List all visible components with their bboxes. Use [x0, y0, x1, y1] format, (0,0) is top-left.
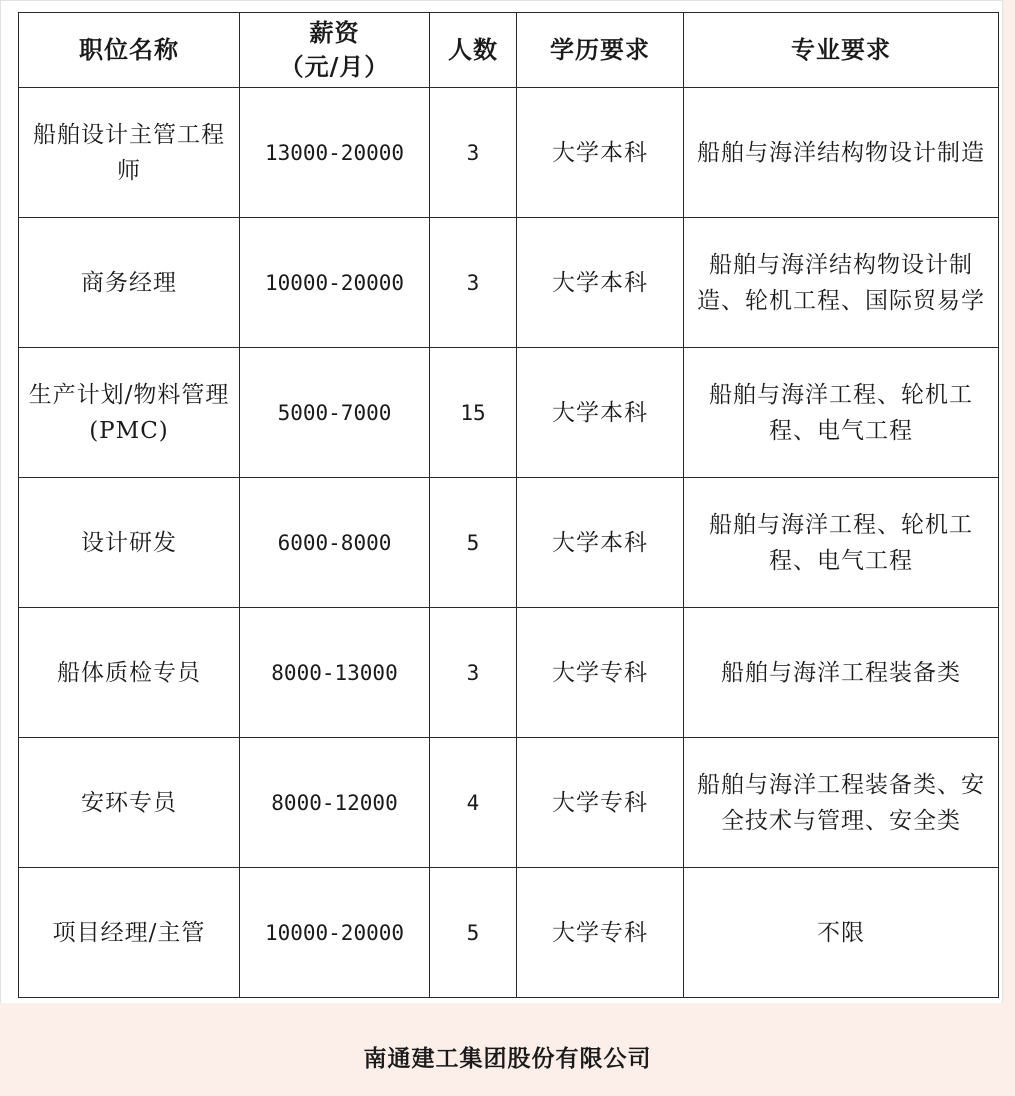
- company-name: 南通建工集团股份有限公司: [363, 1046, 652, 1072]
- cell-major: 船舶与海洋工程装备类: [684, 608, 999, 738]
- header-salary-line2: （元/月）: [279, 52, 390, 81]
- table-row: [19, 218, 999, 348]
- header-salary-line1: 薪资: [309, 18, 360, 47]
- cell-major: 船舶与海洋结构物设计制造: [684, 88, 999, 218]
- cell-position: 船舶设计主管工程师: [19, 88, 240, 218]
- cell-count: 4: [430, 738, 517, 868]
- cell-position: 船体质检专员: [19, 608, 240, 738]
- cell-position: 生产计划/物料管理(PMC): [19, 348, 240, 478]
- cell-major: 不限: [684, 868, 999, 998]
- cell-count: 15: [430, 348, 517, 478]
- cell-salary: 8000-13000: [240, 608, 430, 738]
- cell-position: 设计研发: [19, 478, 240, 608]
- cell-salary: 6000-8000: [240, 478, 430, 608]
- header-major: 专业要求: [684, 13, 999, 88]
- cell-count: 5: [430, 478, 517, 608]
- cell-education: 大学专科: [517, 868, 684, 998]
- table-header-row: [19, 13, 999, 88]
- table-row: [19, 88, 999, 218]
- header-position: 职位名称: [19, 13, 240, 88]
- header-count: 人数: [430, 13, 517, 88]
- cell-count: 3: [430, 218, 517, 348]
- cell-education: 大学本科: [517, 88, 684, 218]
- cell-salary: 10000-20000: [240, 218, 430, 348]
- job-openings-table: [18, 12, 999, 998]
- cell-count: 3: [430, 88, 517, 218]
- cell-salary: 5000-7000: [240, 348, 430, 478]
- cell-education: 大学专科: [517, 608, 684, 738]
- cell-position: 安环专员: [19, 738, 240, 868]
- table-row: [19, 478, 999, 608]
- cell-salary: 8000-12000: [240, 738, 430, 868]
- cell-salary: 13000-20000: [240, 88, 430, 218]
- table-row: [19, 738, 999, 868]
- cell-major: 船舶与海洋工程、轮机工程、电气工程: [684, 348, 999, 478]
- cell-count: 3: [430, 608, 517, 738]
- cell-position: 商务经理: [19, 218, 240, 348]
- cell-education: 大学专科: [517, 738, 684, 868]
- cell-education: 大学本科: [517, 478, 684, 608]
- cell-education: 大学本科: [517, 218, 684, 348]
- table-row: [19, 348, 999, 478]
- cell-salary: 10000-20000: [240, 868, 430, 998]
- header-salary: [240, 13, 430, 88]
- cell-education: 大学本科: [517, 348, 684, 478]
- table-row: [19, 868, 999, 998]
- cell-major: 船舶与海洋工程装备类、安全技术与管理、安全类: [684, 738, 999, 868]
- table-row: [19, 608, 999, 738]
- cell-position: 项目经理/主管: [19, 868, 240, 998]
- header-education: 学历要求: [517, 13, 684, 88]
- cell-major: 船舶与海洋结构物设计制造、轮机工程、国际贸易学: [684, 218, 999, 348]
- cell-major: 船舶与海洋工程、轮机工程、电气工程: [684, 478, 999, 608]
- cell-count: 5: [430, 868, 517, 998]
